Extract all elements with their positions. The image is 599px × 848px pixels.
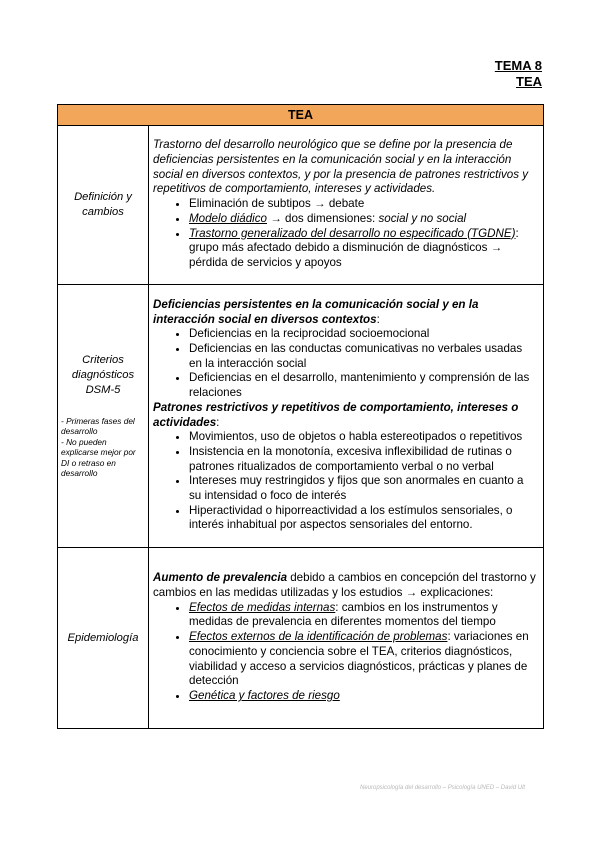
topic-number: TEMA 8 [494,58,542,73]
list-item [189,227,538,271]
row-label-criterios [58,285,149,548]
intro-text: debido a cambios en concepción del trastorno y cambios en las medidas utilizadas y los estudios → explicaciones: [153,571,536,600]
criteria-label: Criterios diagnósticos DSM-5 [71,354,135,396]
list-item-text: : variaciones en conocimiento y conciencia sobre el TEA, criterios diagnósticos, viabilidad y acceso a servicios diagnósticos, prácticas y planes de detección [189,630,529,688]
criteria-heading-b [153,401,538,430]
heading-text: Deficiencias persistentes en la comunicación social y en la interacción social en diversos contextos [153,297,479,326]
list-item-term: Efectos externos de la identificación de problemas [189,630,448,644]
list-item: • Deficiencias en la reciprocidad socioemocional [189,327,538,342]
criteria-notes-text: - Primeras fases del desarrollo - No pueden explicarse mejor por DI o retraso en desarrollo [61,415,136,479]
table-row [58,126,544,285]
definition-list [153,197,538,271]
list-item-emphasis: social y no social [378,211,467,225]
list-item-text: Eliminación de subtipos → debate [189,197,365,211]
table-title: TEA [58,105,544,126]
table-row [58,548,544,729]
list-item: • Intereses muy restringidos y fijos que son anormales en cuanto a su intensidad o foco de interés [189,474,538,503]
heading-colon: : [216,415,220,429]
page-footer: Neuropsicología del desarrollo – Psicología UNED – David Ult [360,785,526,791]
definition-text: Trastorno del desarrollo neurológico que se define por la presencia de deficiencias persistentes en la comunicación social y en la interacción social en diversos contextos, y por la presencia de patrones restrictivos y repetitivos de comportamiento, intereses y actividades. [153,138,529,196]
criteria-heading-a [153,298,538,327]
table-row [58,285,544,548]
list-item [189,689,538,704]
criteria-list-a [153,327,538,401]
list-item-text: : cambios en los instrumentos y medidas de prevalencia en diferentes momentos del tiempo [189,600,498,629]
list-item-term: Modelo diádico [189,211,267,225]
row-label-epidemiologia: Epidemiología [58,548,149,729]
list-item: • Insistencia en la monotonía, excesiva inflexibilidad de rutinas o patrones ritualizados de comportamiento verbal o no verbal [189,445,538,474]
list-item-term: Efectos de medidas internas [189,600,336,614]
list-item: • Movimientos, uso de objetos o habla estereotipados o repetitivos [189,430,538,445]
list-item: • Deficiencias en el desarrollo, mantenimiento y comprensión de las relaciones [189,371,538,400]
topic-title: TEA [516,74,542,89]
criteria-list-b [153,430,538,533]
list-item [189,212,538,227]
list-item-term: Trastorno generalizado del desarrollo no especificado (TGDNE) [189,226,516,240]
list-item-text: : grupo más afectado debido a disminución de diagnósticos → pérdida de servicios y apoyos [189,226,519,269]
epidemiology-intro [153,571,538,600]
list-item: • Deficiencias en las conductas comunicativas no verbales usadas en la interacción social [189,342,538,371]
page-header [495,58,542,90]
list-item-term: Genética y factores de riesgo [189,688,340,702]
list-item [189,197,538,212]
row-content-criterios [149,285,544,548]
list-item-text: → dos dimensiones: [267,211,379,225]
list-item [189,601,538,630]
tea-table [57,104,544,729]
intro-emphasis: Aumento de prevalencia [153,571,288,585]
criteria-notes [61,416,145,479]
epidemiology-list [153,601,538,704]
heading-text: Patrones restrictivos y repetitivos de comportamiento, intereses o actividades [153,400,519,429]
row-content-epidemiologia [149,548,544,729]
list-item: • Hiperactividad o hiporreactividad a los estímulos sensoriales, o interés inhabitual por aspectos sensoriales del entorno. [189,504,538,533]
list-item [189,630,538,689]
row-content-definicion [149,126,544,285]
heading-colon: : [376,312,380,326]
row-label-definicion: Definición y cambios [58,126,149,285]
